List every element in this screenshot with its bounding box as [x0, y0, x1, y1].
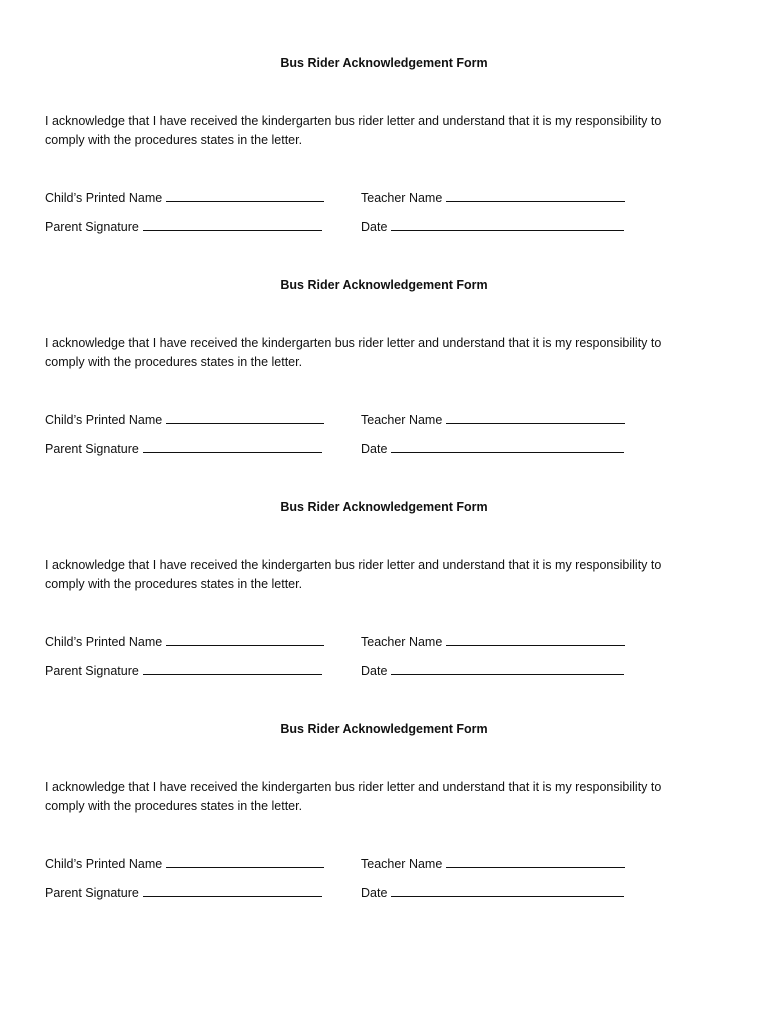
parent-signature-label: Parent Signature — [45, 442, 139, 456]
form-title: Bus Rider Acknowledgement Form — [280, 722, 488, 736]
child-printed-name-field[interactable] — [45, 634, 324, 650]
acknowledgement-form-2 — [0, 230, 768, 456]
parent-signature-label: Parent Signature — [45, 664, 139, 678]
teacher-name-label: Teacher Name — [361, 635, 443, 649]
teacher-name-field[interactable] — [361, 856, 625, 872]
child-printed-name-label: Child’s Printed Name — [45, 635, 163, 649]
child-printed-name-blank[interactable] — [166, 412, 324, 424]
child-printed-name-label: Child’s Printed Name — [45, 857, 163, 871]
date-label: Date — [361, 664, 388, 678]
form-title: Bus Rider Acknowledgement Form — [280, 278, 488, 292]
parent-signature-field[interactable] — [45, 885, 322, 901]
child-printed-name-blank[interactable] — [166, 856, 324, 868]
child-printed-name-blank[interactable] — [166, 634, 324, 646]
child-printed-name-field[interactable] — [45, 190, 324, 206]
parent-signature-label: Parent Signature — [45, 886, 139, 900]
teacher-name-field[interactable] — [361, 634, 625, 650]
child-printed-name-blank[interactable] — [166, 190, 324, 202]
date-label: Date — [361, 442, 388, 456]
teacher-name-blank[interactable] — [446, 412, 625, 424]
teacher-name-blank[interactable] — [446, 856, 625, 868]
acknowledgement-form-1 — [0, 8, 768, 234]
teacher-name-blank[interactable] — [446, 634, 625, 646]
acknowledgement-text: I acknowledge that I have received the kindergarten bus rider letter and understand that it is my responsibility to comply with the procedures states in the letter. — [45, 558, 662, 591]
teacher-name-label: Teacher Name — [361, 413, 443, 427]
parent-signature-label: Parent Signature — [45, 220, 139, 234]
child-printed-name-label: Child’s Printed Name — [45, 413, 163, 427]
teacher-name-label: Teacher Name — [361, 857, 443, 871]
teacher-name-field[interactable] — [361, 412, 625, 428]
teacher-name-label: Teacher Name — [361, 191, 443, 205]
form-title: Bus Rider Acknowledgement Form — [280, 500, 488, 514]
child-printed-name-field[interactable] — [45, 856, 324, 872]
date-field[interactable] — [361, 885, 624, 901]
date-label: Date — [361, 220, 388, 234]
acknowledgement-form-3 — [0, 452, 768, 678]
child-printed-name-field[interactable] — [45, 412, 324, 428]
child-printed-name-label: Child’s Printed Name — [45, 191, 163, 205]
teacher-name-field[interactable] — [361, 190, 625, 206]
teacher-name-blank[interactable] — [446, 190, 625, 202]
form-title: Bus Rider Acknowledgement Form — [280, 56, 488, 70]
date-blank[interactable] — [391, 885, 624, 897]
acknowledgement-text: I acknowledge that I have received the kindergarten bus rider letter and understand that it is my responsibility to comply with the procedures states in the letter. — [45, 336, 662, 369]
acknowledgement-text: I acknowledge that I have received the kindergarten bus rider letter and understand that it is my responsibility to comply with the procedures states in the letter. — [45, 780, 662, 813]
parent-signature-blank[interactable] — [143, 885, 322, 897]
acknowledgement-text: I acknowledge that I have received the kindergarten bus rider letter and understand that it is my responsibility to comply with the procedures states in the letter. — [45, 114, 662, 147]
acknowledgement-form-4 — [0, 674, 768, 900]
date-label: Date — [361, 886, 388, 900]
